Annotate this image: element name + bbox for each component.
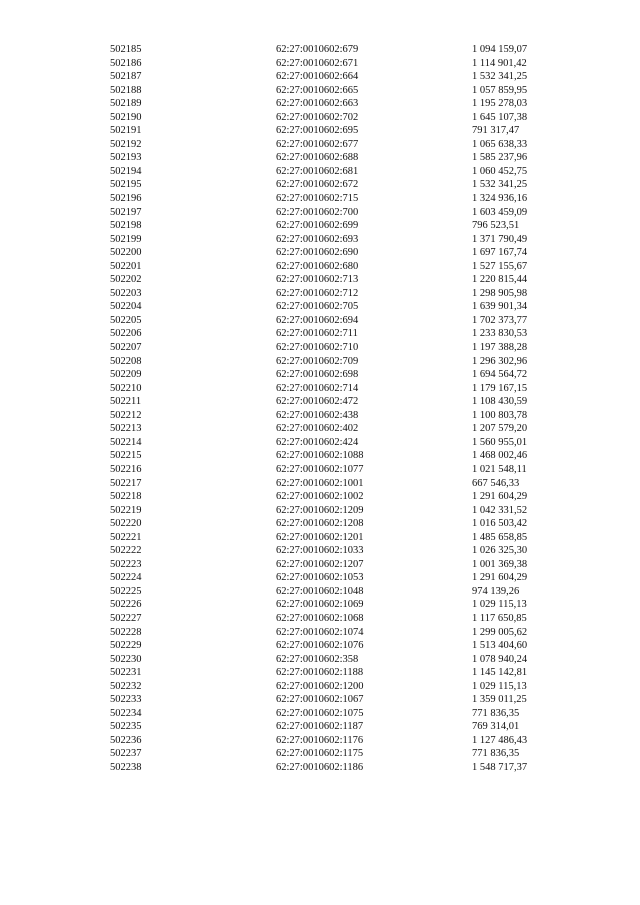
- row-number-cell: 502230: [110, 653, 142, 665]
- cadastral-value-cell: 1 324 936,16: [472, 193, 528, 205]
- table-row: [110, 246, 572, 260]
- cadastral-number-cell: 62:27:0010602:1053: [276, 572, 364, 584]
- row-number-cell: 502215: [110, 450, 142, 462]
- row-number-cell: 502219: [110, 504, 142, 516]
- cadastral-number-cell: 62:27:0010602:1048: [276, 585, 364, 597]
- cadastral-value-cell: 1 065 638,33: [472, 138, 528, 150]
- table-row: [110, 463, 572, 477]
- cadastral-value-cell: 1 220 815,44: [472, 274, 528, 286]
- table-row: [110, 544, 572, 558]
- row-number-cell: 502223: [110, 558, 142, 570]
- row-number-cell: 502229: [110, 640, 142, 652]
- cadastral-number-cell: 62:27:0010602:700: [276, 206, 359, 218]
- table-row: [110, 151, 572, 165]
- cadastral-number-cell: 62:27:0010602:438: [276, 409, 359, 421]
- table-row: [110, 653, 572, 667]
- table-row: [110, 490, 572, 504]
- cadastral-value-cell: 1 560 955,01: [472, 436, 528, 448]
- row-number-cell: 502216: [110, 463, 142, 475]
- cadastral-value-cell: 974 139,26: [472, 585, 520, 597]
- cadastral-value-cell: 1 179 167,15: [472, 382, 528, 394]
- cadastral-value-cell: 1 078 940,24: [472, 653, 528, 665]
- cadastral-value-cell: 1 702 373,77: [472, 314, 528, 326]
- cadastral-number-cell: 62:27:0010602:702: [276, 111, 359, 123]
- row-number-cell: 502235: [110, 721, 142, 733]
- cadastral-number-cell: 62:27:0010602:679: [276, 44, 359, 55]
- table-row: [110, 219, 572, 233]
- cadastral-value-cell: 1 585 237,96: [472, 152, 528, 164]
- cadastral-number-cell: 62:27:0010602:1001: [276, 477, 364, 489]
- row-number-cell: 502231: [110, 667, 142, 679]
- cadastral-number-cell: 62:27:0010602:424: [276, 436, 359, 448]
- table-row: [110, 436, 572, 450]
- row-number-cell: 502203: [110, 287, 142, 299]
- row-number-cell: 502190: [110, 111, 142, 123]
- cadastral-number-cell: 62:27:0010602:1201: [276, 531, 364, 543]
- row-number-cell: 502220: [110, 518, 142, 530]
- row-number-cell: 502198: [110, 220, 142, 232]
- table-row: [110, 598, 572, 612]
- cadastral-number-cell: 62:27:0010602:402: [276, 423, 359, 435]
- cadastral-number-cell: 62:27:0010602:705: [276, 301, 359, 313]
- table-row: [110, 761, 572, 775]
- table-row: [110, 84, 572, 98]
- table-row: [110, 531, 572, 545]
- cadastral-number-cell: 62:27:0010602:672: [276, 179, 359, 191]
- cadastral-number-cell: 62:27:0010602:1176: [276, 734, 364, 746]
- table-row: [110, 747, 572, 761]
- row-number-cell: 502233: [110, 694, 142, 706]
- table-row: [110, 666, 572, 680]
- table-row: [110, 178, 572, 192]
- cadastral-value-cell: 1 207 579,20: [472, 423, 528, 435]
- cadastral-number-cell: 62:27:0010602:714: [276, 382, 359, 394]
- row-number-cell: 502221: [110, 531, 142, 543]
- row-number-cell: 502188: [110, 84, 142, 96]
- cadastral-value-cell: 1 468 002,46: [472, 450, 528, 462]
- table-row: [110, 571, 572, 585]
- row-number-cell: 502207: [110, 342, 142, 354]
- row-number-cell: 502237: [110, 748, 142, 760]
- cadastral-value-cell: 1 029 115,13: [472, 599, 527, 611]
- cadastral-number-cell: 62:27:0010602:1209: [276, 504, 364, 516]
- table-row: [110, 192, 572, 206]
- row-number-cell: 502193: [110, 152, 142, 164]
- cadastral-value-cell: 771 836,35: [472, 707, 520, 719]
- cadastral-value-cell: 1 026 325,30: [472, 545, 528, 557]
- cadastral-value-cell: 1 291 604,29: [472, 491, 528, 503]
- table-row: [110, 612, 572, 626]
- cadastral-number-cell: 62:27:0010602:693: [276, 233, 359, 245]
- cadastral-value-cell: 1 057 859,95: [472, 84, 528, 96]
- row-number-cell: 502185: [110, 44, 142, 55]
- table-row: [110, 382, 572, 396]
- table-row: [110, 273, 572, 287]
- cadastral-number-cell: 62:27:0010602:1088: [276, 450, 364, 462]
- cadastral-number-cell: 62:27:0010602:690: [276, 247, 359, 259]
- table-row: [110, 300, 572, 314]
- cadastral-number-cell: 62:27:0010602:681: [276, 165, 359, 177]
- table-row: [110, 409, 572, 423]
- cadastral-number-cell: 62:27:0010602:1077: [276, 463, 364, 475]
- cadastral-value-cell: 1 697 167,74: [472, 247, 528, 259]
- row-number-cell: 502206: [110, 328, 142, 340]
- row-number-cell: 502228: [110, 626, 142, 638]
- cadastral-number-cell: 62:27:0010602:680: [276, 260, 359, 272]
- cadastral-value-cell: 1 291 604,29: [472, 572, 528, 584]
- cadastral-number-cell: 62:27:0010602:664: [276, 71, 359, 83]
- table-row: [110, 626, 572, 640]
- row-number-cell: 502205: [110, 314, 142, 326]
- cadastral-number-cell: 62:27:0010602:711: [276, 328, 358, 340]
- cadastral-number-cell: 62:27:0010602:1074: [276, 626, 364, 638]
- cadastral-number-cell: 62:27:0010602:358: [276, 653, 359, 665]
- cadastral-value-cell: 1 296 302,96: [472, 355, 528, 367]
- row-number-cell: 502187: [110, 71, 142, 83]
- cadastral-number-cell: 62:27:0010602:671: [276, 57, 359, 69]
- table-row: [110, 558, 572, 572]
- table-row: [110, 165, 572, 179]
- row-number-cell: 502197: [110, 206, 142, 218]
- row-number-cell: 502186: [110, 57, 142, 69]
- cadastral-number-cell: 62:27:0010602:694: [276, 314, 359, 326]
- cadastral-number-cell: 62:27:0010602:1208: [276, 518, 364, 530]
- cadastral-value-cell: 1 548 717,37: [472, 761, 528, 773]
- cadastral-value-cell: 1 532 341,25: [472, 71, 528, 83]
- cadastral-value-cell: 1 029 115,13: [472, 680, 527, 692]
- table-row: [110, 111, 572, 125]
- table-row: [110, 341, 572, 355]
- cadastral-value-cell: 1 117 650,85: [472, 612, 527, 624]
- cadastral-number-cell: 62:27:0010602:1188: [276, 667, 364, 679]
- row-number-cell: 502189: [110, 98, 142, 110]
- table-row: [110, 355, 572, 369]
- table-row: [110, 43, 572, 57]
- cadastral-value-cell: 1 603 459,09: [472, 206, 528, 218]
- row-number-cell: 502224: [110, 572, 142, 584]
- cadastral-value-cell: 1 195 278,03: [472, 98, 528, 110]
- cadastral-number-cell: 62:27:0010602:695: [276, 125, 359, 137]
- cadastral-value-cell: 1 645 107,38: [472, 111, 528, 123]
- cadastral-value-cell: 1 527 155,67: [472, 260, 528, 272]
- row-number-cell: 502209: [110, 369, 142, 381]
- cadastral-number-cell: 62:27:0010602:1067: [276, 694, 364, 706]
- row-number-cell: 502210: [110, 382, 142, 394]
- cadastral-value-cell: 1 513 404,60: [472, 640, 528, 652]
- cadastral-number-cell: 62:27:0010602:677: [276, 138, 359, 150]
- cadastral-value-cell: 1 042 331,52: [472, 504, 528, 516]
- cadastral-value-cell: 1 100 803,78: [472, 409, 528, 421]
- cadastral-value-cell: 1 532 341,25: [472, 179, 528, 191]
- cadastral-value-cell: 1 094 159,07: [472, 44, 528, 55]
- cadastral-number-cell: 62:27:0010602:699: [276, 220, 359, 232]
- row-number-cell: 502234: [110, 707, 142, 719]
- row-number-cell: 502196: [110, 193, 142, 205]
- cadastral-value-cell: 1 485 658,85: [472, 531, 528, 543]
- table-row: [110, 449, 572, 463]
- row-number-cell: 502204: [110, 301, 142, 313]
- cadastral-value-cell: 1 001 369,38: [472, 558, 528, 570]
- row-number-cell: 502218: [110, 491, 142, 503]
- cadastral-number-cell: 62:27:0010602:1200: [276, 680, 364, 692]
- cadastral-number-cell: 62:27:0010602:1076: [276, 640, 364, 652]
- cadastral-value-cell: 1 127 486,43: [472, 734, 528, 746]
- cadastral-value-cell: 796 523,51: [472, 220, 520, 232]
- row-number-cell: 502225: [110, 585, 142, 597]
- row-number-cell: 502226: [110, 599, 142, 611]
- row-number-cell: 502201: [110, 260, 142, 272]
- row-number-cell: 502236: [110, 734, 142, 746]
- row-number-cell: 502213: [110, 423, 142, 435]
- row-number-cell: 502238: [110, 761, 142, 773]
- table-row: [110, 138, 572, 152]
- cadastral-number-cell: 62:27:0010602:665: [276, 84, 359, 96]
- table-row: [110, 477, 572, 491]
- table-row: [110, 368, 572, 382]
- cadastral-value-cell: 1 060 452,75: [472, 165, 528, 177]
- cadastral-number-cell: 62:27:0010602:715: [276, 193, 359, 205]
- row-number-cell: 502214: [110, 436, 142, 448]
- cadastral-value-table: [110, 43, 572, 775]
- row-number-cell: 502208: [110, 355, 142, 367]
- cadastral-value-cell: 1 197 388,28: [472, 342, 528, 354]
- cadastral-value-cell: 1 694 564,72: [472, 369, 528, 381]
- cadastral-number-cell: 62:27:0010602:1002: [276, 491, 364, 503]
- cadastral-number-cell: 62:27:0010602:1069: [276, 599, 364, 611]
- row-number-cell: 502232: [110, 680, 142, 692]
- cadastral-value-cell: 1 299 005,62: [472, 626, 528, 638]
- table-row: [110, 327, 572, 341]
- cadastral-value-cell: 1 145 142,81: [472, 667, 528, 679]
- cadastral-number-cell: 62:27:0010602:1068: [276, 612, 364, 624]
- cadastral-value-cell: 1 016 503,42: [472, 518, 528, 530]
- table-row: [110, 233, 572, 247]
- cadastral-number-cell: 62:27:0010602:1075: [276, 707, 364, 719]
- cadastral-value-cell: 771 836,35: [472, 748, 520, 760]
- cadastral-number-cell: 62:27:0010602:712: [276, 287, 359, 299]
- cadastral-value-cell: 667 546,33: [472, 477, 520, 489]
- row-number-cell: 502195: [110, 179, 142, 191]
- row-number-cell: 502191: [110, 125, 142, 137]
- table-row: [110, 720, 572, 734]
- cadastral-value-cell: 1 021 548,11: [472, 463, 527, 475]
- cadastral-value-cell: 1 371 790,49: [472, 233, 528, 245]
- cadastral-number-cell: 62:27:0010602:713: [276, 274, 359, 286]
- row-number-cell: 502217: [110, 477, 142, 489]
- table-body: [110, 43, 572, 775]
- table-row: [110, 260, 572, 274]
- row-number-cell: 502222: [110, 545, 142, 557]
- cadastral-value-cell: 1 359 011,25: [472, 694, 527, 706]
- row-number-cell: 502202: [110, 274, 142, 286]
- table-row: [110, 70, 572, 84]
- table-row: [110, 680, 572, 694]
- table-row: [110, 57, 572, 71]
- table-row: [110, 97, 572, 111]
- cadastral-number-cell: 62:27:0010602:688: [276, 152, 359, 164]
- cadastral-number-cell: 62:27:0010602:472: [276, 396, 359, 408]
- cadastral-number-cell: 62:27:0010602:663: [276, 98, 359, 110]
- cadastral-value-cell: 1 114 901,42: [472, 57, 527, 69]
- cadastral-number-cell: 62:27:0010602:698: [276, 369, 359, 381]
- table-row: [110, 124, 572, 138]
- table-row: [110, 734, 572, 748]
- cadastral-value-cell: 1 639 901,34: [472, 301, 528, 313]
- cadastral-value-cell: 769 314,01: [472, 721, 520, 733]
- table-row: [110, 422, 572, 436]
- table-row: [110, 504, 572, 518]
- cadastral-value-cell: 791 317,47: [472, 125, 520, 137]
- row-number-cell: 502192: [110, 138, 142, 150]
- cadastral-number-cell: 62:27:0010602:1175: [276, 748, 364, 760]
- cadastral-value-cell: 1 233 830,53: [472, 328, 528, 340]
- table-row: [110, 693, 572, 707]
- cadastral-value-cell: 1 108 430,59: [472, 396, 528, 408]
- cadastral-number-cell: 62:27:0010602:710: [276, 342, 359, 354]
- table-row: [110, 639, 572, 653]
- cadastral-number-cell: 62:27:0010602:709: [276, 355, 359, 367]
- table-row: [110, 314, 572, 328]
- row-number-cell: 502211: [110, 396, 142, 408]
- row-number-cell: 502199: [110, 233, 142, 245]
- cadastral-value-cell: 1 298 905,98: [472, 287, 528, 299]
- table-row: [110, 707, 572, 721]
- cadastral-number-cell: 62:27:0010602:1186: [276, 761, 364, 773]
- cadastral-number-cell: 62:27:0010602:1187: [276, 721, 364, 733]
- table-row: [110, 395, 572, 409]
- table-row: [110, 287, 572, 301]
- table-row: [110, 585, 572, 599]
- row-number-cell: 502227: [110, 612, 142, 624]
- table-row: [110, 206, 572, 220]
- row-number-cell: 502212: [110, 409, 142, 421]
- cadastral-number-cell: 62:27:0010602:1207: [276, 558, 364, 570]
- cadastral-number-cell: 62:27:0010602:1033: [276, 545, 364, 557]
- table-row: [110, 517, 572, 531]
- row-number-cell: 502200: [110, 247, 142, 259]
- row-number-cell: 502194: [110, 165, 142, 177]
